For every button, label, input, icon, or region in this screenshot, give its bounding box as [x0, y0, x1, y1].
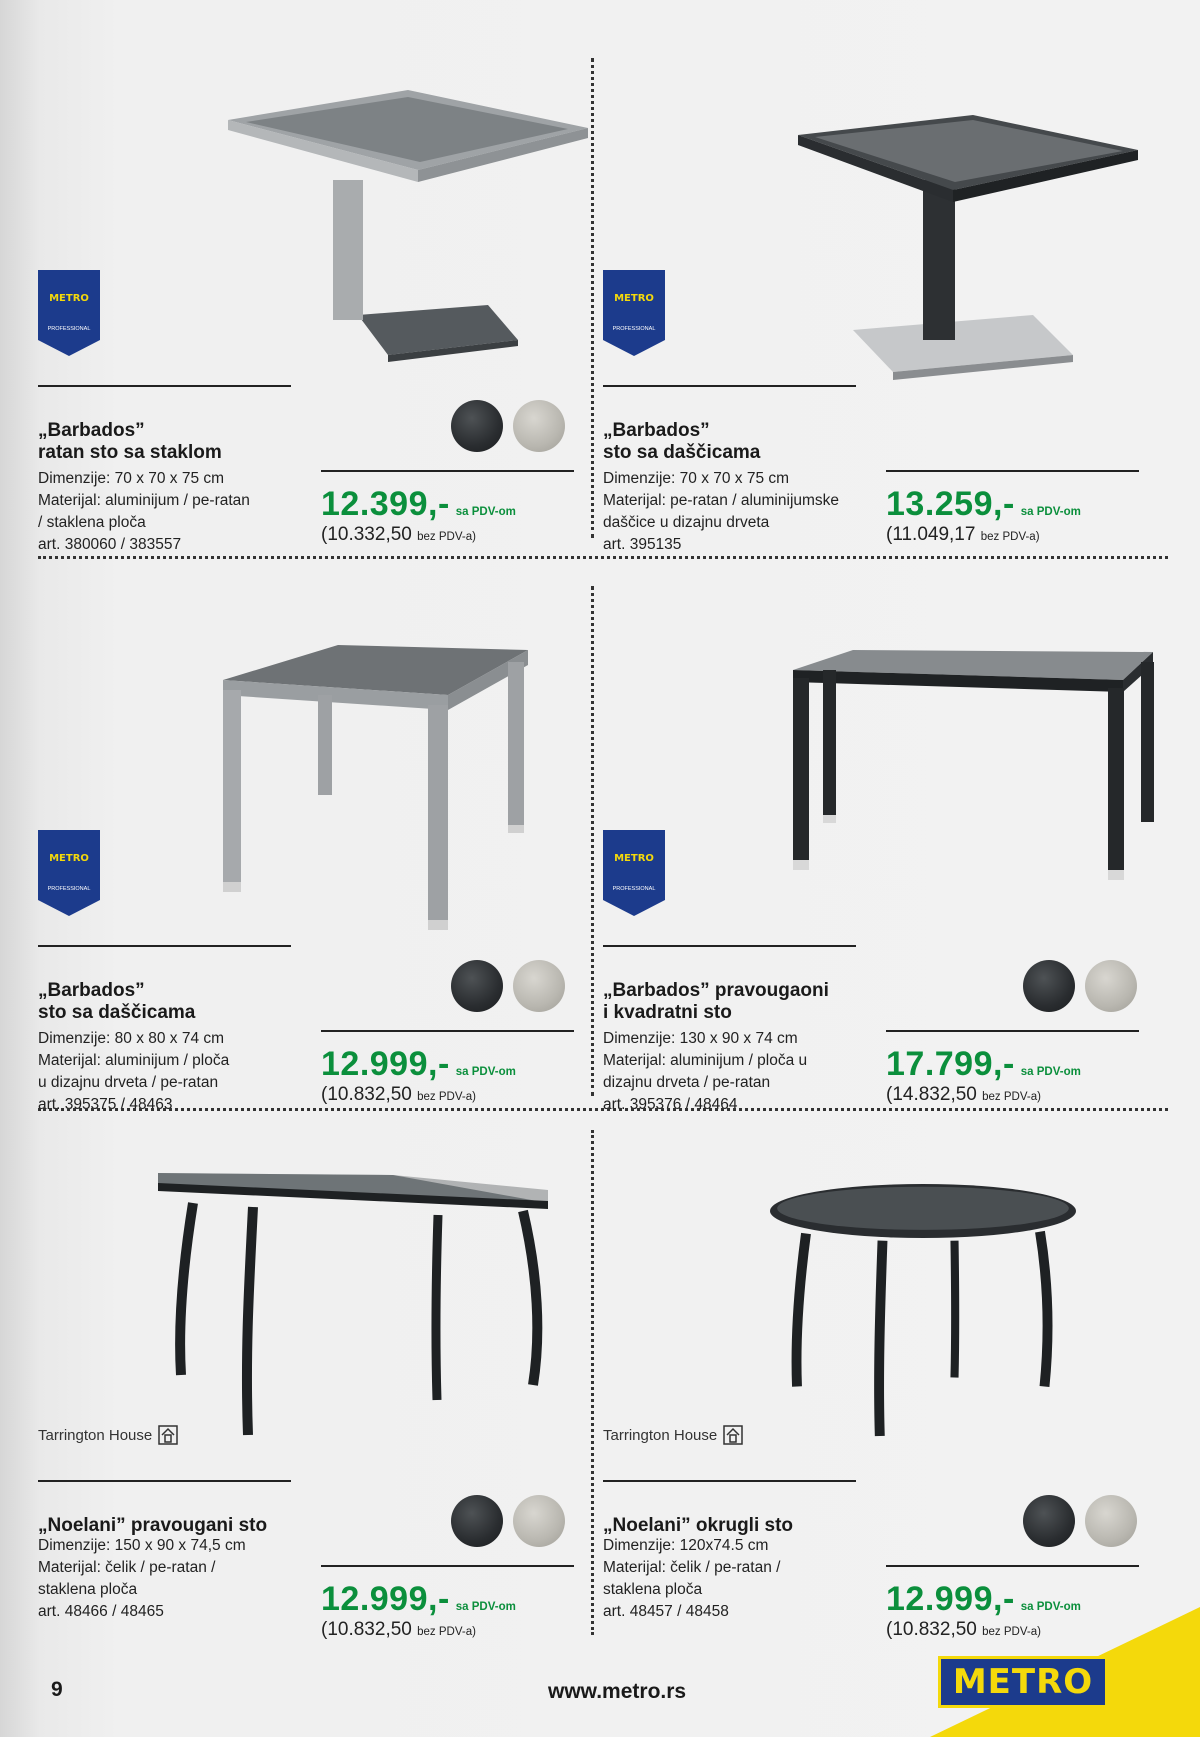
website-link[interactable]: www.metro.rs [548, 1680, 687, 1703]
dotted-divider [38, 1108, 1168, 1111]
product-specs: Dimenzije: 70 x 70 x 75 cm Materijal: aluminijum / pe-ratan / staklena ploča art. 380060 / 383557 [38, 470, 250, 553]
svg-text:METRO: METRO [49, 293, 89, 304]
price: 17.799,- sa PDV-om [886, 1045, 1081, 1083]
product-specs: Dimenzije: 150 x 90 x 74,5 cm Materijal: čelik / pe-ratan / staklena ploča art. 48466 / 48465 [38, 1537, 246, 1620]
page-number: 9 [51, 1678, 63, 1701]
product-card [38, 600, 603, 1155]
swatch-dark[interactable] [451, 960, 503, 1012]
price: 13.259,- sa PDV-om [886, 485, 1081, 523]
divider [886, 1030, 1139, 1032]
tarrington-house-brand: Tarrington House [603, 1425, 743, 1445]
product-photo [773, 50, 1173, 380]
product-name: „Barbados” ratan sto sa staklom [38, 420, 222, 463]
product-specs: Dimenzije: 130 x 90 x 74 cm Materijal: aluminijum / ploča u dizajnu drveta / pe-ratan art. 395376 / 48464 [603, 1030, 808, 1113]
divider [321, 470, 574, 472]
house-icon [723, 1425, 743, 1445]
house-icon [158, 1425, 178, 1445]
divider [886, 470, 1139, 472]
price: 12.999,- sa PDV-om [321, 1580, 516, 1618]
price-without-vat: (14.832,50 bez PDV-a) [886, 1084, 1041, 1105]
price-without-vat: (10.832,50 bez PDV-a) [321, 1619, 476, 1640]
swatch-light[interactable] [1085, 1495, 1137, 1547]
metro-professional-logo [603, 270, 665, 361]
divider [886, 1565, 1139, 1567]
divider [321, 1030, 574, 1032]
product-photo [138, 1145, 568, 1475]
product-photo [208, 610, 608, 940]
product-specs: Dimenzije: 70 x 70 x 75 cm Materijal: pe-ratan / aluminijumske daščice u dizajnu drveta art. 395135 [603, 470, 840, 553]
divider [38, 945, 291, 947]
swatch-light[interactable] [1085, 960, 1137, 1012]
swatch-dark[interactable] [451, 1495, 503, 1547]
color-swatches[interactable] [1023, 1495, 1137, 1547]
price-without-vat: (10.832,50 bez PDV-a) [321, 1084, 476, 1105]
divider [321, 1565, 574, 1567]
price: 12.399,- sa PDV-om [321, 485, 516, 523]
metro-professional-logo [603, 830, 665, 921]
product-specs: Dimenzije: 80 x 80 x 74 cm Materijal: aluminijum / ploča u dizajnu drveta / pe-ratan art. 395375 / 48463 [38, 1030, 230, 1113]
dotted-divider [38, 556, 1168, 559]
tarrington-house-brand: Tarrington House [38, 1425, 178, 1445]
price: 12.999,- sa PDV-om [886, 1580, 1081, 1618]
product-specs: Dimenzije: 120x74.5 cm Materijal: čelik / pe-ratan / staklena ploča art. 48457 / 48458 [603, 1537, 781, 1620]
product-name: „Noelani” pravougani sto [38, 1515, 268, 1536]
svg-text:PROFESSIONAL: PROFESSIONAL [612, 326, 656, 332]
divider [603, 385, 856, 387]
swatch-light[interactable] [513, 960, 565, 1012]
svg-text:METRO: METRO [49, 853, 89, 864]
product-photo [743, 1145, 1103, 1475]
product-name: „Barbados” pravougaoni i kvadratni sto [603, 980, 829, 1023]
dotted-divider [591, 58, 594, 538]
metro-professional-logo [38, 270, 100, 361]
divider [603, 945, 856, 947]
color-swatches[interactable] [451, 400, 565, 452]
product-name: „Noelani” okrugli sto [603, 1515, 794, 1536]
product-name: „Barbados” sto sa daščicama [38, 980, 196, 1023]
product-photo [208, 50, 608, 380]
product-photo [773, 610, 1173, 940]
metro-logo: METRO [938, 1656, 1108, 1708]
svg-text:PROFESSIONAL: PROFESSIONAL [47, 886, 91, 892]
product-card [603, 600, 1168, 1155]
color-swatches[interactable] [451, 1495, 565, 1547]
swatch-dark[interactable] [1023, 1495, 1075, 1547]
svg-text:METRO: METRO [614, 293, 654, 304]
divider [603, 1480, 856, 1482]
color-swatches[interactable] [1023, 960, 1137, 1012]
divider [38, 1480, 291, 1482]
dotted-divider [591, 1130, 594, 1635]
product-card [603, 40, 1168, 595]
product-card [38, 1135, 603, 1690]
swatch-light[interactable] [513, 1495, 565, 1547]
metro-professional-logo [38, 830, 100, 921]
swatch-dark[interactable] [1023, 960, 1075, 1012]
dotted-divider [591, 586, 594, 1096]
product-name: „Barbados” sto sa daščicama [603, 420, 761, 463]
svg-text:PROFESSIONAL: PROFESSIONAL [47, 326, 91, 332]
svg-text:METRO: METRO [614, 853, 654, 864]
divider [38, 385, 291, 387]
swatch-light[interactable] [513, 400, 565, 452]
svg-text:PROFESSIONAL: PROFESSIONAL [612, 886, 656, 892]
price-without-vat: (11.049,17 bez PDV-a) [886, 524, 1040, 545]
price-without-vat: (10.832,50 bez PDV-a) [886, 1619, 1041, 1640]
color-swatches[interactable] [451, 960, 565, 1012]
product-card [38, 40, 603, 595]
price: 12.999,- sa PDV-om [321, 1045, 516, 1083]
price-without-vat: (10.332,50 bez PDV-a) [321, 524, 476, 545]
swatch-dark[interactable] [451, 400, 503, 452]
